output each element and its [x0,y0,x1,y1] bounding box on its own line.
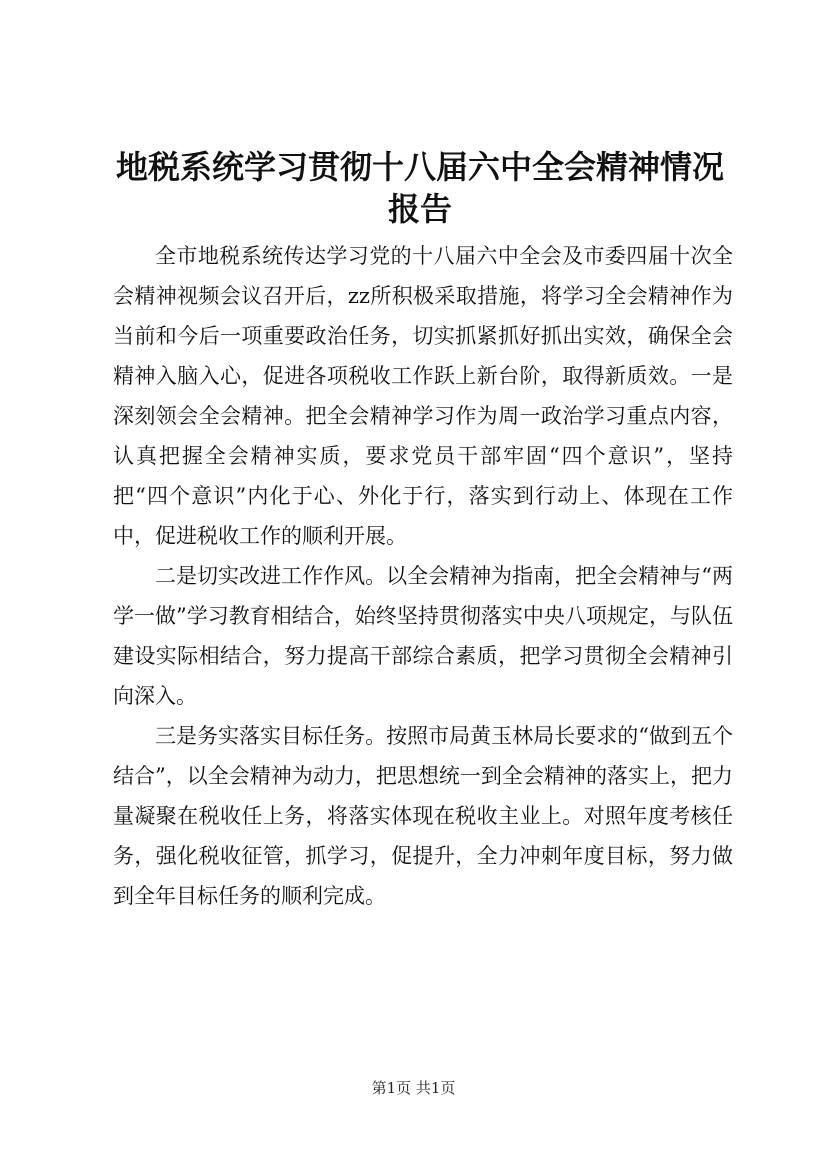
page-footer: 第1页 共1页 [371,1079,456,1097]
paragraph-3: 三是务实落实目标任务。按照市局黄玉林局长要求的“做到五个结合”，以全会精神为动力，把思想统一到全会精神的落实上，把力量凝聚在税收任上务，将落实体现在税收主业上。对照年度考核任务，强化税收征管，抓学习，促提升，全力冲刺年度目标，努力做到全年目标任务的顺利完成。 [113,724,733,908]
document-title: 地税系统学习贯彻十八届六中全会精神情况报告 [115,148,724,228]
paragraph-2: 二是切实改进工作作风。以全会精神为指南，把全会精神与“两学一做”学习教育相结合，始终坚持贯彻落实中央八项规定，与队伍建设实际相结合，努力提高干部综合素质，把学习贯彻全会精神引向深入。 [113,564,733,708]
document-body [113,236,733,916]
paragraph-1: 全市地税系统传达学习党的十八届六中全会及市委四届十次全会精神视频会议召开后，zz所积极采取措施，将学习全会精神作为当前和今后一项重要政治任务，切实抓紧抓好抓出实效，确保全会精神入脑入心，促进各项税收工作跃上新台阶，取得新质效。一是深刻领会全会精神。把全会精神学习作为周一政治学习重点内容，认真把握全会精神实质，要求党员干部牢固“四个意识”，坚持把“四个意识”内化于心、外化于行，落实到行动上、体现在工作中，促进税收工作的顺利开展。 [113,244,733,548]
